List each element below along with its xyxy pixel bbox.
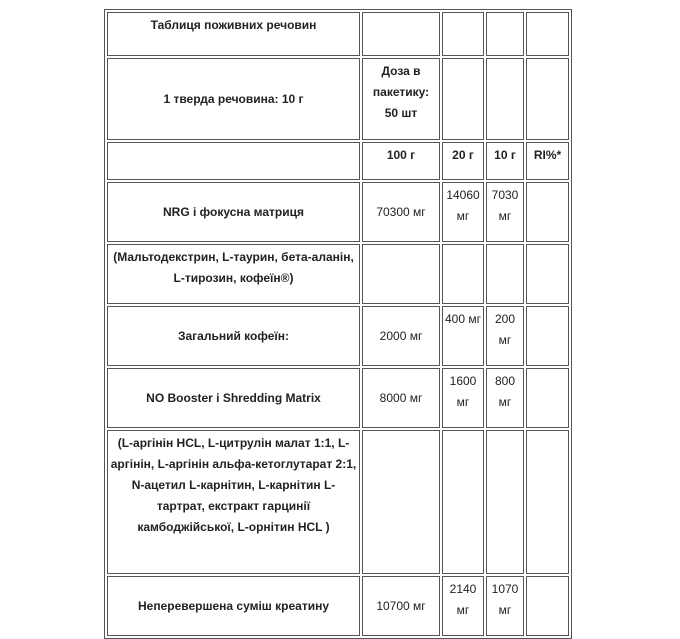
per-100g-cell — [362, 12, 440, 56]
per-20g-cell — [442, 430, 484, 574]
table-row — [107, 12, 569, 56]
per-10g-cell: 200 мг — [486, 306, 524, 366]
per-100g-cell: Доза в пакетику: 50 шт — [362, 58, 440, 140]
per-20g-cell: 2140 мг — [442, 576, 484, 636]
per-100g-cell: 10700 мг — [362, 576, 440, 636]
ri-percent-cell — [526, 182, 569, 242]
ri-percent-cell — [526, 58, 569, 140]
per-20g-cell: 1600 мг — [442, 368, 484, 428]
table-row — [107, 182, 569, 242]
table-row — [107, 142, 569, 180]
per-100g-cell: 70300 мг — [362, 182, 440, 242]
per-10g-cell — [486, 58, 524, 140]
nutrient-name-cell: Неперевершена суміш креатину — [107, 576, 360, 636]
per-10g-cell: 800 мг — [486, 368, 524, 428]
per-100g-cell — [362, 244, 440, 304]
ri-percent-cell — [526, 244, 569, 304]
per-10g-cell — [486, 244, 524, 304]
table-row — [107, 58, 569, 140]
nutrient-name-cell: NRG і фокусна матриця — [107, 182, 360, 242]
nutrient-name-cell: NO Booster і Shredding Matrix — [107, 368, 360, 428]
ri-percent-cell: RI%* — [526, 142, 569, 180]
nutrient-name-cell: (L-аргінін HCL, L-цитрулін малат 1:1, L-аргінін, L-аргінін альфа-кетоглутарат 2:1, N-ацетил L-карнітин, L-карнітин L-тартрат, екстракт гарцинії камбоджійської, L-орнітин HCL ) — [107, 430, 360, 574]
ri-percent-cell — [526, 306, 569, 366]
per-10g-cell: 7030 мг — [486, 182, 524, 242]
table-row — [107, 244, 569, 304]
per-20g-cell: 400 мг — [442, 306, 484, 366]
per-20g-cell: 14060 мг — [442, 182, 484, 242]
nutrient-name-cell: Таблиця поживних речовин — [107, 12, 360, 56]
per-10g-cell — [486, 430, 524, 574]
nutrient-name-cell: (Мальтодекстрин, L-таурин, бета-аланін, L-тирозин, кофеїн®) — [107, 244, 360, 304]
per-100g-cell: 100 г — [362, 142, 440, 180]
per-20g-cell: 20 г — [442, 142, 484, 180]
table-row — [107, 430, 569, 574]
ri-percent-cell — [526, 576, 569, 636]
table-row — [107, 576, 569, 636]
per-100g-cell — [362, 430, 440, 574]
table-row — [107, 368, 569, 428]
ri-percent-cell — [526, 430, 569, 574]
nutrition-table — [104, 9, 572, 639]
nutrient-name-cell: 1 тверда речовина: 10 г — [107, 58, 360, 140]
per-100g-cell: 8000 мг — [362, 368, 440, 428]
ri-percent-cell — [526, 368, 569, 428]
per-10g-cell: 1070 мг — [486, 576, 524, 636]
per-10g-cell: 10 г — [486, 142, 524, 180]
table-row — [107, 306, 569, 366]
ri-percent-cell — [526, 12, 569, 56]
nutrient-name-cell: Загальний кофеїн: — [107, 306, 360, 366]
per-20g-cell — [442, 244, 484, 304]
per-20g-cell — [442, 58, 484, 140]
nutrient-name-cell — [107, 142, 360, 180]
per-10g-cell — [486, 12, 524, 56]
per-20g-cell — [442, 12, 484, 56]
nutrition-table-body — [107, 12, 569, 636]
per-100g-cell: 2000 мг — [362, 306, 440, 366]
